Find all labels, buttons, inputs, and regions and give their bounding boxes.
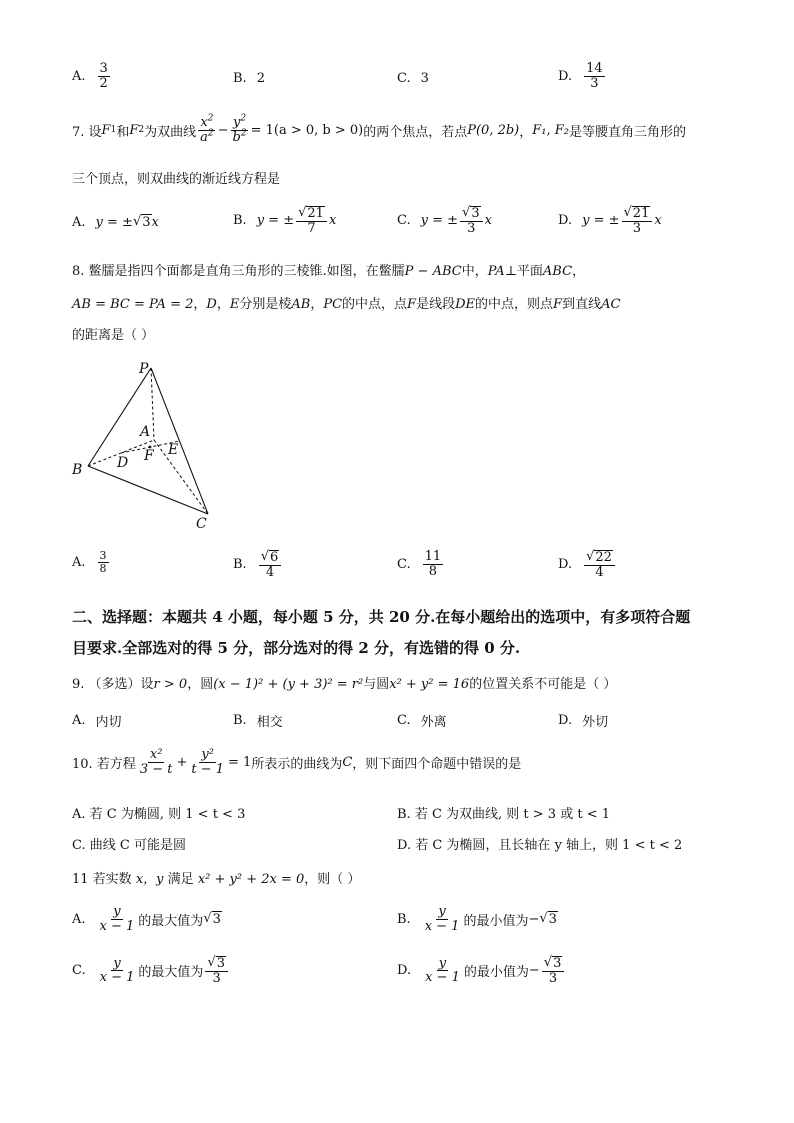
fraction: √ 21 3 [622, 206, 653, 235]
q11-option-b: B. $\frac{y}{x - 1}$ 的最小值为 − √ 3 [397, 904, 557, 934]
q8-option-d: D. √ 22 4 [558, 550, 617, 579]
q9-option-d: D. 外切 [558, 713, 609, 730]
q10-option-b: B. 若 C 为双曲线, 则 t > 3 或 t < 1 [397, 807, 610, 822]
q11-option-d: D. $\frac{y}{x - 1}$ 的最小值为 − √ 3 3 [397, 956, 566, 985]
fraction: $\frac{y}{x - 1}$ [99, 955, 135, 986]
q11-option-c: C. $\frac{y}{x - 1}$ 的最大值为 √ 3 3 [72, 956, 230, 985]
q10-option-c: C. 曲线 C 可能是圆 [72, 838, 186, 853]
fraction: √ 6 4 [259, 550, 282, 579]
section-heading-line2: 目要求.全部选对的得 5 分，部分选对的得 2 分，有选错的得 0 分. [72, 639, 521, 657]
fraction: $\frac{y^2}{b^2}$ [232, 113, 247, 145]
q9-option-a: A. 内切 [72, 713, 122, 730]
q7-option-a: A. y = ± √ 3 x [72, 214, 159, 230]
q7-stem-line1: 7. 设 F 1 和 F 2 为双曲线 $\frac{x^2}{a^2}$ − $\frac{y^2}{b^2}$ = 1(a > 0, b > 0) 的两个焦点，若点 P(0, 2b) ， F₁, F₂ 是等腰直角三角形的 [72, 113, 687, 145]
fraction: √ 3 3 [542, 956, 565, 985]
label-a: A [140, 424, 151, 440]
fraction: √ 3 3 [205, 956, 228, 985]
q8-option-a: A. $\frac{3}{8}$ [72, 549, 107, 575]
q7-stem-line2: 三个顶点，则双曲线的渐近线方程是 [72, 172, 281, 187]
q9-option-b: B. 相交 [233, 713, 283, 730]
label-b: B [72, 462, 83, 478]
fraction: $\frac{y}{x - 1}$ [425, 955, 460, 986]
label-c: C [196, 516, 207, 532]
label-d: D [117, 455, 129, 471]
section-heading-line1: 二、选择题：本题共 4 小题，每小题 5 分，共 20 分.在每小题给出的选项中，有多项符合题 [72, 608, 691, 626]
fraction: $\frac{3}{2}$ [99, 61, 108, 91]
q8-options [0, 550, 794, 590]
label-f: F [144, 448, 154, 464]
edge-pa [151, 368, 154, 440]
q7-option-d: D. y = ± √ 21 3 x [558, 205, 662, 236]
q9-options [0, 711, 794, 751]
q6-option-a: A. $\frac{3}{2}$ [72, 61, 108, 91]
sqrt: √ 3 [132, 214, 151, 230]
q11-option-a: A. $\frac{y}{x - 1}$ 的最大值为 √ 3 [72, 904, 221, 934]
q7-options [0, 206, 794, 246]
q8-stem-line2: AB = BC = PA = 2，D，E分别是棱AB，PC的中点，点F是线段DE的中点，则点F到直线AC [72, 297, 621, 312]
q6-option-c: C. 3 [397, 71, 429, 86]
fraction: $\frac{\text{x²}}{3 - t}$ [139, 747, 173, 777]
q9-stem: 9. （多选）设r > 0，圆(x − 1)² + (y + 3)² = r²与圆x² + y² = 16的位置关系不可能是（ ） [72, 677, 617, 692]
edge-pb [88, 368, 151, 466]
label-p: P [139, 361, 149, 377]
fraction: $\frac{\text{y²}}{t - 1}$ [191, 747, 225, 777]
q8-option-b: B. √ 6 4 [233, 550, 283, 579]
q6-option-b: B. 2 [233, 71, 265, 86]
fraction: $\frac{y}{x - 1}$ [424, 904, 460, 934]
fraction: $\frac{3}{8}$ [99, 549, 107, 575]
q7-option-b: B. y = ± √ 21 7 x [233, 205, 337, 236]
fraction: √ 21 7 [296, 206, 327, 235]
q8-stem-line1: 8. 鳖臑是指四个面都是直角三角形的三棱锥.如图，在鳖臑P − ABC中，PA⊥平面ABC， [72, 264, 586, 279]
pyramid-figure [66, 356, 226, 536]
fraction: $\frac{11}{8}$ [424, 549, 442, 579]
q9-option-c: C. 外离 [397, 713, 447, 730]
fraction: $\frac{y}{x - 1}$ [99, 904, 135, 934]
q11-stem: 11 若实数 x，y 满足 x² + y² + 2x = 0，则（ ） [72, 872, 361, 887]
fraction: $\frac{14}{3}$ [586, 61, 603, 91]
fraction: $\frac{x^2}{a^2}$ [200, 113, 214, 145]
fraction: √ 22 4 [584, 550, 615, 579]
fraction: √ 3 3 [460, 206, 483, 235]
q6-options [0, 62, 794, 102]
q6-option-d: D. $\frac{14}{3}$ [558, 61, 603, 91]
q8-option-c: C. $\frac{11}{8}$ [397, 549, 442, 579]
q7-option-c: C. y = ± √ 3 3 x [397, 205, 492, 236]
q10-option-d: D. 若 C 为椭圆，且长轴在 y 轴上，则 1 < t < 2 [397, 838, 683, 853]
label-e: E [168, 442, 179, 458]
q8-stem-line3: 的距离是（ ） [72, 328, 155, 343]
q10-stem: 10. 若方程 $\frac{\text{x²}}{3 - t}$ + $\frac{\text{y²}}{t - 1}$ = 1 所表示的曲线为 C ，则下面四个命题中错误的是 [72, 747, 522, 777]
q10-option-a: A. 若 C 为椭圆, 则 1 < t < 3 [72, 807, 246, 822]
edge-pc [151, 368, 208, 514]
